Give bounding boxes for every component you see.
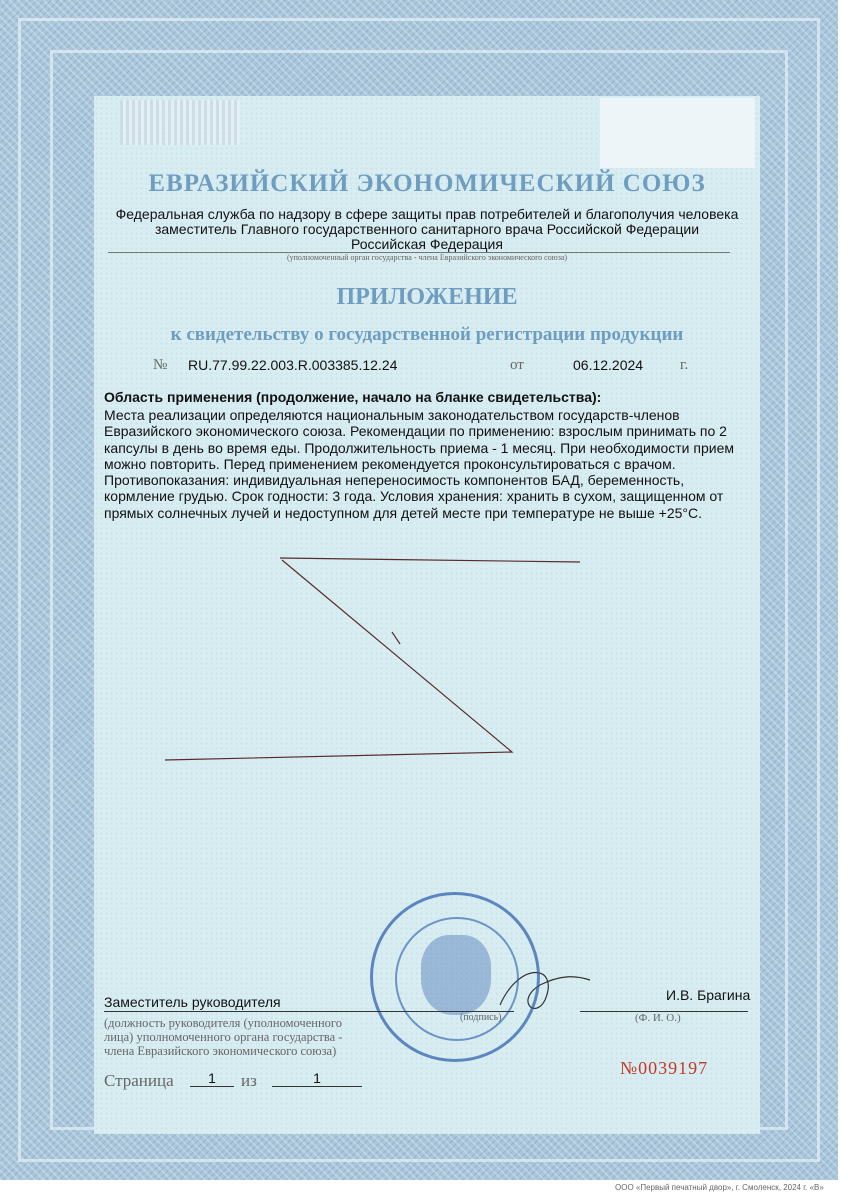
authority-caption: (уполномоченный орган государства - члена Евразийского экономического союза) <box>286 253 568 262</box>
body-line: можно повторить. Перед применением рекомендуется проконсультироваться с врачом. <box>104 455 676 472</box>
appendix-title: ПРИЛОЖЕНИЕ <box>336 284 518 310</box>
caption-line: лица) уполномоченного органа государства - <box>104 1030 343 1044</box>
body-line: Противопоказания: индивидуальная непереносимость компонентов БАД, беременность, <box>104 472 685 489</box>
signature-caption: (подпись) <box>460 1012 502 1023</box>
date-label: от <box>510 357 524 373</box>
appendix-subtitle: к свидетельству о государственной регистрации продукции <box>170 324 684 345</box>
position-caption <box>104 1016 342 1058</box>
official-stamp <box>370 892 540 1062</box>
authority-line: заместитель Главного государственного санитарного врача Российской Федерации <box>154 221 700 237</box>
caption-line: (должность руководителя (уполномоченного <box>104 1016 342 1030</box>
form-number: №0039197 <box>620 1058 709 1078</box>
position-line <box>104 1011 514 1012</box>
signatory-name: И.В. Брагина <box>666 987 751 1003</box>
authority-line: Российская Федерация <box>351 236 503 252</box>
body-line: Евразийского экономического союза. Рекомендации по применению: взрослым принимать по 2 <box>104 423 727 440</box>
number-label: № <box>153 357 168 373</box>
body-line: капсулы в день во время еды. Продолжительность приема - 1 месяц. При необходимости прием <box>104 439 734 456</box>
page-total: 1 <box>272 1070 362 1087</box>
signatory-position: Заместитель руководителя <box>104 994 281 1010</box>
certificate-number: RU.77.99.22.003.R.003385.12.24 <box>188 357 398 373</box>
printer-imprint: ООО «Первый печатный двор», г. Смоленск, 2024 г. «В» <box>615 1183 824 1192</box>
name-caption: (Ф. И. О.) <box>635 1012 681 1024</box>
caption-line: члена Евразийского экономического союза) <box>104 1044 337 1058</box>
authority-line: Федеральная служба по надзору в сфере защиты прав потребителей и благополучия человека <box>115 206 739 222</box>
page-label: Страница <box>104 1071 174 1090</box>
page-of-label: из <box>241 1071 257 1090</box>
certificate-date: 06.12.2024 <box>573 357 644 373</box>
coat-of-arms-icon <box>421 935 491 1015</box>
body-line: Места реализации определяются национальным законодательством государств-членов <box>104 407 680 423</box>
section-title: Область применения (продолжение, начало на бланке свидетельства): <box>104 389 602 405</box>
body-line: кормление грудью. Срок годности: 3 года. Условия хранения: хранить в сухом, защищенном от <box>104 488 724 505</box>
page-current: 1 <box>190 1070 234 1087</box>
union-title: ЕВРАЗИЙСКИЙ ЭКОНОМИЧЕСКИЙ СОЮЗ <box>148 170 706 197</box>
body-line: прямых солнечных лучей и недоступном для детей месте при температуре не выше +25°С. <box>104 504 703 521</box>
year-suffix: г. <box>680 357 689 373</box>
